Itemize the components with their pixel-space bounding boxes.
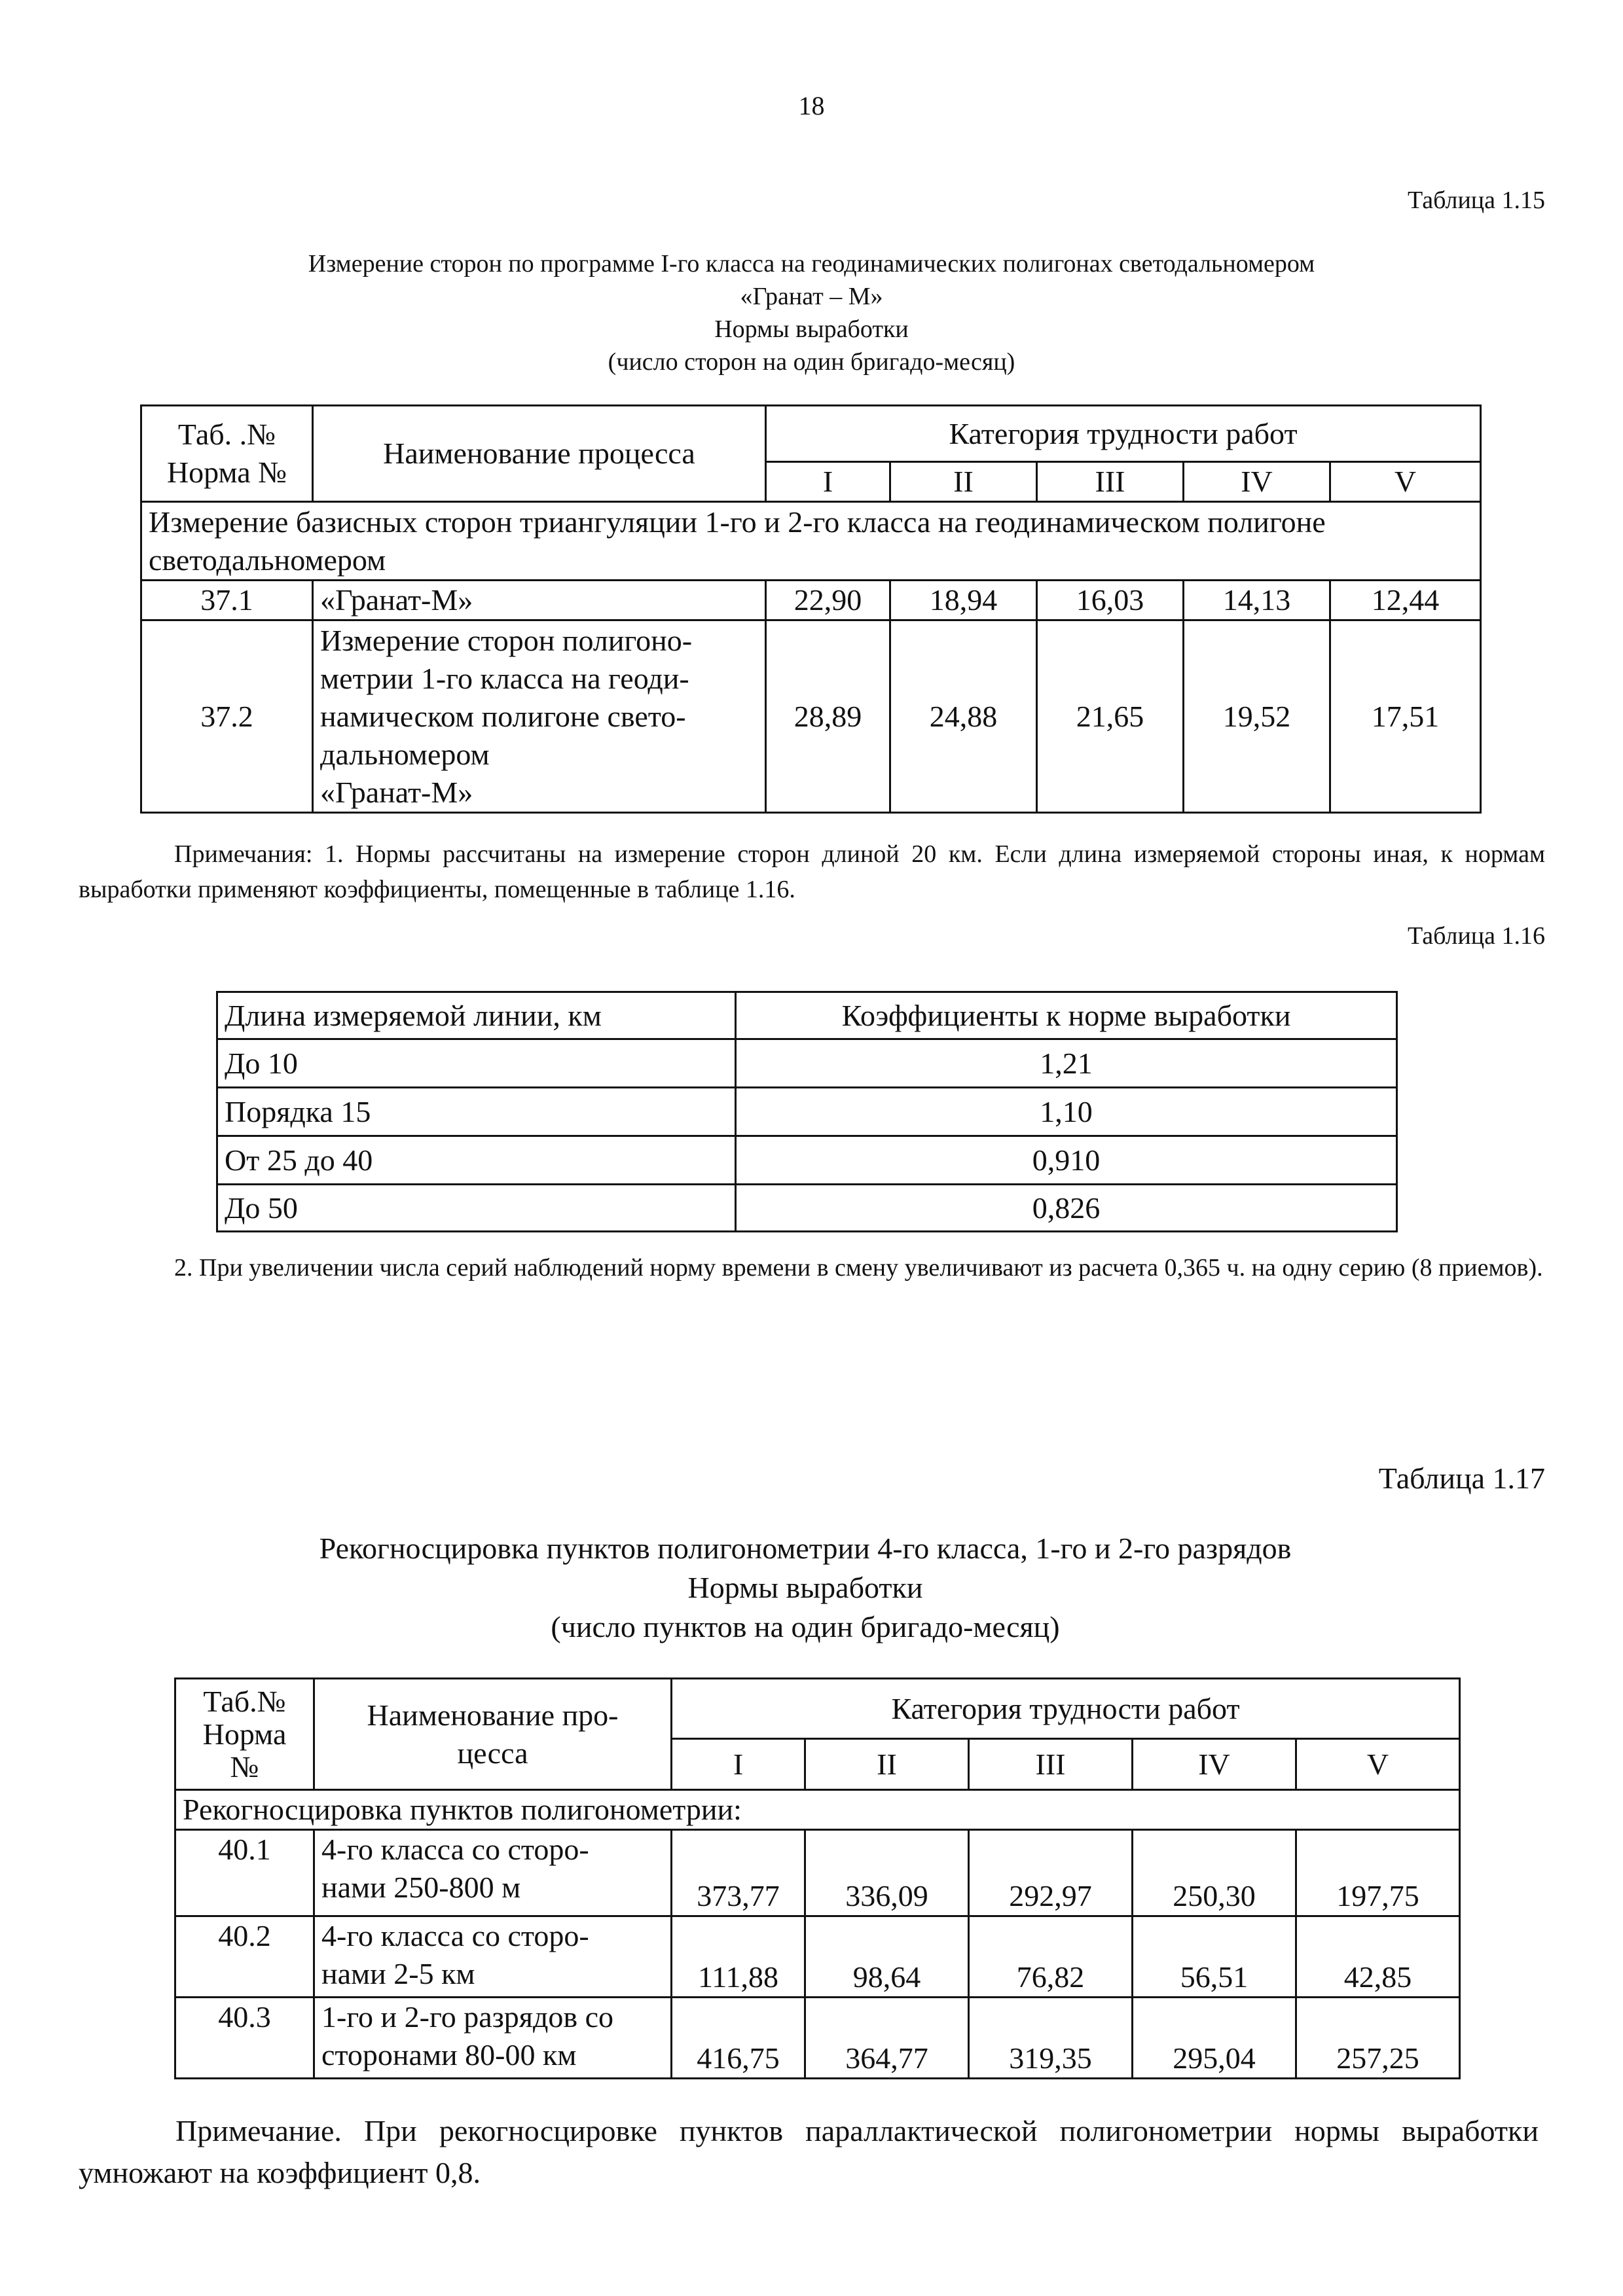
- section-row: Рекогносцировка пунктов полигонометрии:: [175, 1790, 1460, 1830]
- title-line: Нормы выработки: [714, 315, 909, 343]
- line-length: До 50: [217, 1185, 736, 1232]
- norm-number: 40.1: [175, 1830, 314, 1916]
- value-cell: 250,30: [1133, 1830, 1296, 1916]
- line-length: До 10: [217, 1039, 736, 1088]
- coefficient: 1,10: [736, 1088, 1397, 1136]
- title-line: «Гранат – М»: [740, 283, 883, 310]
- header-coefficient: Коэффициенты к норме выработки: [736, 992, 1397, 1039]
- table-row: [141, 620, 1481, 813]
- header-cat-4: IV: [1133, 1739, 1296, 1790]
- header-cat-1: I: [766, 462, 890, 502]
- table-title-1-17: [118, 1529, 1493, 1647]
- table-row: [217, 1185, 1397, 1232]
- table-row: [217, 1088, 1397, 1136]
- header-cat-1: I: [672, 1739, 805, 1790]
- value-cell: 319,35: [969, 1998, 1133, 2079]
- coefficient: 0,826: [736, 1185, 1397, 1232]
- title-line: Рекогносцировка пунктов полигонометрии 4-го класса, 1-го и 2-го разрядов: [319, 1532, 1292, 1565]
- value-cell: 292,97: [969, 1830, 1133, 1916]
- header-category: Категория трудности работ: [672, 1679, 1460, 1739]
- value-cell: 21,65: [1037, 620, 1184, 813]
- coefficient: 1,21: [736, 1039, 1397, 1088]
- table-1-15: [140, 404, 1482, 814]
- table-title-1-15: [131, 247, 1492, 378]
- value-cell: 22,90: [766, 581, 890, 620]
- value-cell: 24,88: [890, 620, 1037, 813]
- note-1: Примечания: 1. Нормы рассчитаны на измерение сторон длиной 20 км. Если длина измеряемой стороны иная, к нормам выработки применяют коэффициенты, помещенные в таблице 1.16.: [79, 840, 1545, 903]
- process-name: Измерение сторон полигоно- метрии 1-го класса на геоди- намическом полигоне свето- дальномером «Гранат-М»: [313, 620, 766, 813]
- value-cell: 98,64: [805, 1916, 969, 1998]
- norm-number: 40.2: [175, 1916, 314, 1998]
- process-name: 1-го и 2-го разрядов со сторонами 80-00 км: [314, 1998, 672, 2079]
- table-caption-1-17: Таблица 1.17: [1378, 1462, 1545, 1495]
- value-cell: 295,04: [1133, 1998, 1296, 2079]
- norm-number: 37.1: [141, 581, 313, 620]
- value-cell: 364,77: [805, 1998, 969, 2079]
- note-table-1-17: Примечание. При рекогносцировке пунктов параллактической полигонометрии нормы выработки умножают на коэффициент 0,8.: [79, 2114, 1539, 2189]
- table-row: [217, 1136, 1397, 1185]
- header-cat-5: V: [1330, 462, 1481, 502]
- header-cat-2: II: [890, 462, 1037, 502]
- value-cell: 111,88: [672, 1916, 805, 1998]
- header-cat-5: V: [1296, 1739, 1460, 1790]
- value-cell: 18,94: [890, 581, 1037, 620]
- header-process-name: Наименование про- цесса: [314, 1679, 672, 1790]
- process-name: 4-го класса со сторо- нами 2-5 км: [314, 1916, 672, 1998]
- process-name: «Гранат-М»: [313, 581, 766, 620]
- value-cell: 336,09: [805, 1830, 969, 1916]
- value-cell: 14,13: [1184, 581, 1330, 620]
- process-name: 4-го класса со сторо- нами 250-800 м: [314, 1830, 672, 1916]
- value-cell: 12,44: [1330, 581, 1481, 620]
- header-cat-4: IV: [1184, 462, 1330, 502]
- table-row: [217, 1039, 1397, 1088]
- header-line-length: Длина измеряемой линии, км: [217, 992, 736, 1039]
- table-1-16: [216, 991, 1398, 1232]
- title-line: (число пунктов на один бригадо-месяц): [551, 1610, 1060, 1643]
- line-length: От 25 до 40: [217, 1136, 736, 1185]
- value-cell: 197,75: [1296, 1830, 1460, 1916]
- value-cell: 56,51: [1133, 1916, 1296, 1998]
- header-cat-3: III: [969, 1739, 1133, 1790]
- table-caption-1-15: Таблица 1.15: [1407, 187, 1545, 214]
- header-norm-number: Таб. .№ Норма №: [141, 406, 313, 502]
- table-row: [175, 1830, 1460, 1916]
- section-row: Измерение базисных сторон триангуляции 1-го и 2-го класса на геодинамическом полигоне светодальномером: [141, 502, 1481, 581]
- table-row: [175, 1916, 1460, 1998]
- header-norm-number: Таб.№ Норма №: [175, 1679, 314, 1790]
- value-cell: 16,03: [1037, 581, 1184, 620]
- title-line: (число сторон на один бригадо-месяц): [608, 348, 1015, 376]
- norm-number: 40.3: [175, 1998, 314, 2079]
- table-1-17: [174, 1677, 1461, 2079]
- header-process-name: Наименование процесса: [313, 406, 766, 502]
- value-cell: 42,85: [1296, 1916, 1460, 1998]
- value-cell: 17,51: [1330, 620, 1481, 813]
- table-row: [141, 581, 1481, 620]
- header-category: Категория трудности работ: [766, 406, 1481, 462]
- header-cat-3: III: [1037, 462, 1184, 502]
- value-cell: 416,75: [672, 1998, 805, 2079]
- table-row: [175, 1998, 1460, 2079]
- note-2: 2. При увеличении числа серий наблюдений норму времени в смену увеличивают из расчета 0,365 ч. на одну серию (8 приемов).: [174, 1254, 1543, 1282]
- value-cell: 28,89: [766, 620, 890, 813]
- norm-number: 37.2: [141, 620, 313, 813]
- value-cell: 373,77: [672, 1830, 805, 1916]
- page-number: 18: [798, 91, 825, 120]
- title-line: Нормы выработки: [687, 1571, 923, 1604]
- value-cell: 19,52: [1184, 620, 1330, 813]
- header-cat-2: II: [805, 1739, 969, 1790]
- value-cell: 76,82: [969, 1916, 1133, 1998]
- line-length: Порядка 15: [217, 1088, 736, 1136]
- value-cell: 257,25: [1296, 1998, 1460, 2079]
- coefficient: 0,910: [736, 1136, 1397, 1185]
- title-line: Измерение сторон по программе I-го класса на геодинамических полигонах светодальномером: [308, 250, 1315, 278]
- table-caption-1-16: Таблица 1.16: [1407, 922, 1545, 950]
